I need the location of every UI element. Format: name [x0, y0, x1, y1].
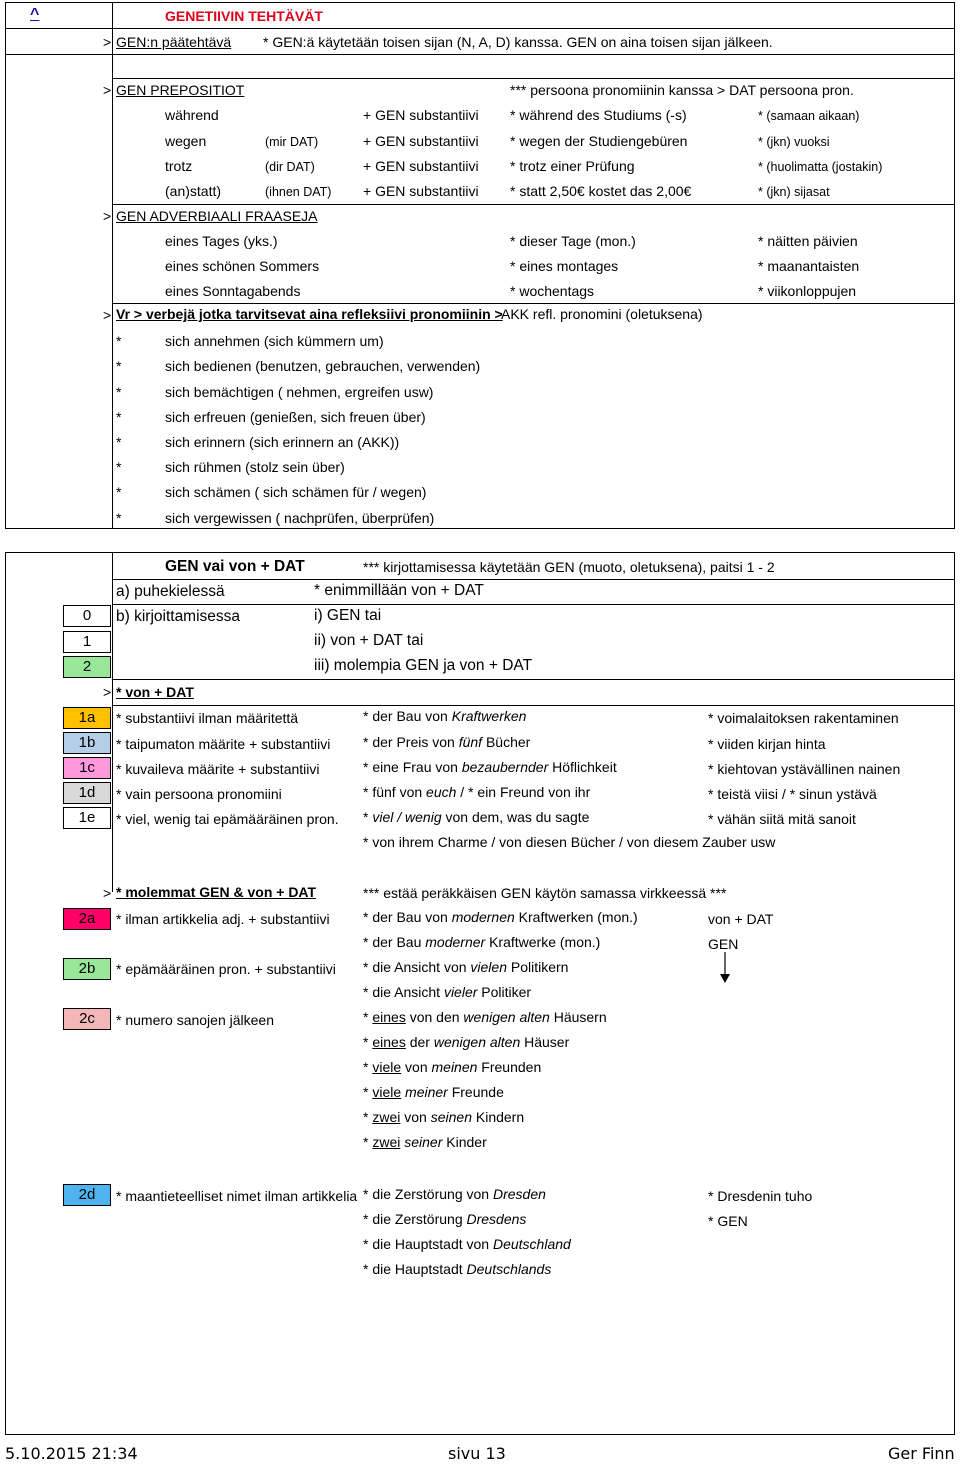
prep-fi: * (huolimatta (jostakin) [758, 160, 883, 174]
example-2: * zwei seiner Kinder [363, 1134, 487, 1150]
down-arrow-icon [718, 952, 732, 984]
prep-paren: (ihnen DAT) [265, 185, 332, 199]
top-col-divider [112, 2, 113, 529]
fi-2d: * Dresdenin tuho [708, 1188, 813, 1204]
row1-label: GEN:n päätehtävä [116, 34, 232, 50]
row-rule: * viel, wenig tai epämääräinen pron. [116, 811, 339, 827]
example-2: * zwei von seinen Kindern [363, 1109, 525, 1125]
vr-text: sich bedienen (benutzen, gebrauchen, verwenden) [165, 358, 481, 374]
row1-text: * GEN:ä käytetään toisen sijan (N, A, D) kanssa. GEN on aina toisen sijan jälkeen. [263, 34, 773, 50]
vr-star: * [116, 384, 122, 400]
level-box: 2 [63, 656, 111, 678]
top-divider-4 [112, 204, 955, 205]
vr-text: sich bemächtigen ( nehmen, ergreifen usw) [165, 384, 434, 400]
both-note: *** estää peräkkäisen GEN käytön samassa virkkeessä *** [363, 885, 727, 901]
vr-text: sich erfreuen (genießen, sich freuen über) [165, 409, 426, 425]
arrow-bottom-label: GEN [708, 936, 739, 952]
fi-2d: * GEN [708, 1213, 748, 1229]
vr-star: * [116, 434, 122, 450]
both-marker: > [103, 885, 112, 901]
both-label: * molemmat GEN & von + DAT [116, 884, 317, 900]
example-2d: * die Zerstörung Dresdens [363, 1211, 527, 1227]
bottom-divider-1 [112, 579, 955, 580]
prep-note: *** persoona pronomiinin kanssa > DAT persoona pron. [510, 82, 854, 98]
adv-de: eines schönen Sommers [165, 258, 320, 274]
extra-line: * von ihrem Charme / von diesen Bücher / von diesem Zauber usw [363, 834, 776, 850]
prep-word: trotz [165, 158, 193, 174]
prep-fi: * (jkn) sijasat [758, 185, 830, 199]
row-rule: * epämääräinen pron. + substantiivi [116, 961, 336, 977]
vr-star: * [116, 510, 122, 526]
adv-ex: * eines montages [510, 258, 619, 274]
row-rule: * taipumaton määrite + substantiivi [116, 736, 331, 752]
arrow-top-label: von + DAT [708, 911, 774, 927]
vr-text: sich annehmen (sich kümmern um) [165, 333, 384, 349]
prep-marker: > [103, 82, 112, 98]
bottom-divider-3 [112, 679, 955, 680]
prep-label: GEN PREPOSITIOT [116, 82, 245, 98]
prep-example: * statt 2,50€ kostet das 2,00€ [510, 183, 692, 199]
row-example: * viel / wenig von dem, was du sagte [363, 809, 590, 825]
vr-star: * [116, 459, 122, 475]
prep-paren: (dir DAT) [265, 160, 315, 174]
top-divider-3 [112, 78, 955, 79]
prep-fi: * (jkn) vuoksi [758, 135, 830, 149]
row-example: * fünf von euch / * ein Freund von ihr [363, 784, 591, 800]
example-2d: * die Hauptstadt Deutschlands [363, 1261, 552, 1277]
row-left: b) kirjoittamisessa [116, 608, 241, 625]
vr-label: Vr > verbejä jotka tarvitsevat aina refleksiivi pronomiinin > [116, 306, 503, 322]
von-label: * von + DAT [116, 684, 194, 700]
vr-star: * [116, 484, 122, 500]
prep-word: (an)statt) [165, 183, 222, 199]
adv-marker: > [103, 208, 112, 224]
row-rule: * substantiivi ilman määritettä [116, 710, 299, 726]
level-box: 2a [63, 908, 111, 930]
adv-ex: * wochentags [510, 283, 595, 299]
adv-fi: * maanantaisten [758, 258, 860, 274]
level-box: 0 [63, 605, 111, 627]
level-box: 1d [63, 782, 111, 804]
row-rule: * maantieteelliset nimet ilman artikkelia [116, 1188, 358, 1204]
example-2: * viele von meinen Freunden [363, 1059, 542, 1075]
prep-paren: (mir DAT) [265, 135, 319, 149]
prep-rule: + GEN substantiivi [363, 133, 479, 149]
adv-de: eines Tages (yks.) [165, 233, 278, 249]
vr-star: * [116, 409, 122, 425]
row-fi: * voimalaitoksen rakentaminen [708, 710, 899, 726]
a-text: * enimmillään von + DAT [314, 582, 484, 599]
vr-star: * [116, 358, 122, 374]
vr-marker: > [103, 307, 112, 323]
prep-rule: + GEN substantiivi [363, 107, 479, 123]
top-divider-1 [5, 28, 955, 29]
example-2: * der Bau von modernen Kraftwerken (mon.) [363, 909, 638, 925]
bottom-heading: GEN vai von + DAT [165, 558, 305, 575]
prep-word: wegen [165, 133, 207, 149]
example-2: * die Ansicht vieler Politiker [363, 984, 532, 1000]
row-right: iii) molempia GEN ja von + DAT [314, 657, 533, 674]
prep-fi: * (samaan aikaan) [758, 109, 860, 123]
bottom-col-divider [112, 552, 113, 892]
example-2: * eines von den wenigen alten Häusern [363, 1009, 607, 1025]
level-box: 2c [63, 1008, 111, 1030]
adv-ex: * dieser Tage (mon.) [510, 233, 636, 249]
prep-rule: + GEN substantiivi [363, 183, 479, 199]
example-2: * der Bau moderner Kraftwerke (mon.) [363, 934, 601, 950]
prep-example: * wegen der Studiengebüren [510, 133, 688, 149]
vr-text: sich schämen ( sich schämen für / wegen) [165, 484, 427, 500]
example-2: * die Ansicht von vielen Politikern [363, 959, 569, 975]
row-fi: * teistä viisi / * sinun ystävä [708, 786, 877, 802]
row-rule: * ilman artikkelia adj. + substantiivi [116, 911, 330, 927]
row-example: * eine Frau von bezaubernder Höflichkeit [363, 759, 617, 775]
vr-tail: AKK refl. pronomini (oletuksena) [501, 306, 703, 322]
adv-label: GEN ADVERBIAALI FRAASEJA [116, 208, 318, 224]
top-divider-5 [112, 303, 955, 304]
level-box: 1a [63, 707, 111, 729]
vr-text: sich vergewissen ( nachprüfen, überprüfen) [165, 510, 435, 526]
row-fi: * vähän siitä mitä sanoit [708, 811, 856, 827]
footer-tag: Ger Finn [888, 1444, 955, 1463]
level-box: 1 [63, 631, 111, 653]
level-box: 2b [63, 958, 111, 980]
row1-marker: > [103, 34, 112, 50]
top-divider-2 [5, 54, 955, 55]
bottom-divider-2 [112, 604, 955, 605]
vr-text: sich rühmen (stolz sein über) [165, 459, 345, 475]
example-2: * eines der wenigen alten Häuser [363, 1034, 570, 1050]
row-example: * der Preis von fünf Bücher [363, 734, 531, 750]
example-2d: * die Hauptstadt von Deutschland [363, 1236, 571, 1252]
level-box: 1b [63, 732, 111, 754]
adv-fi: * viikonloppujen [758, 283, 857, 299]
a-label: a) puhekielessä [116, 583, 225, 600]
caret-link[interactable]: ^ [30, 6, 40, 23]
footer-page: sivu 13 [448, 1444, 506, 1463]
level-box: 2d [63, 1184, 111, 1206]
level-box: 1e [63, 807, 111, 829]
row-example: * der Bau von Kraftwerken [363, 708, 527, 724]
footer-date: 5.10.2015 21:34 [5, 1444, 138, 1463]
adv-de: eines Sonntagabends [165, 283, 301, 299]
row-right: i) GEN tai [314, 607, 382, 624]
row-rule: * vain persoona pronomiini [116, 786, 282, 802]
row-fi: * kiehtovan ystävällinen nainen [708, 761, 901, 777]
example-2d: * die Zerstörung von Dresden [363, 1186, 546, 1202]
prep-word: während [165, 107, 219, 123]
top-title: GENETIIVIN TEHTÄVÄT [165, 8, 323, 24]
vr-star: * [116, 333, 122, 349]
example-2: * viele meiner Freunde [363, 1084, 504, 1100]
bottom-heading-note: *** kirjottamisessa käytetään GEN (muoto, oletuksena), paitsi 1 - 2 [363, 559, 775, 575]
row-fi: * viiden kirjan hinta [708, 736, 826, 752]
prep-rule: + GEN substantiivi [363, 158, 479, 174]
adv-fi: * näitten päivien [758, 233, 858, 249]
level-box: 1c [63, 757, 111, 779]
row-rule: * numero sanojen jälkeen [116, 1012, 274, 1028]
bottom-divider-4 [112, 705, 955, 706]
prep-example: * trotz einer Prüfung [510, 158, 635, 174]
row-right: ii) von + DAT tai [314, 632, 424, 649]
von-marker: > [103, 684, 112, 700]
vr-text: sich erinnern (sich erinnern an (AKK)) [165, 434, 400, 450]
row-rule: * kuvaileva määrite + substantiivi [116, 761, 320, 777]
prep-example: * während des Studiums (-s) [510, 107, 687, 123]
